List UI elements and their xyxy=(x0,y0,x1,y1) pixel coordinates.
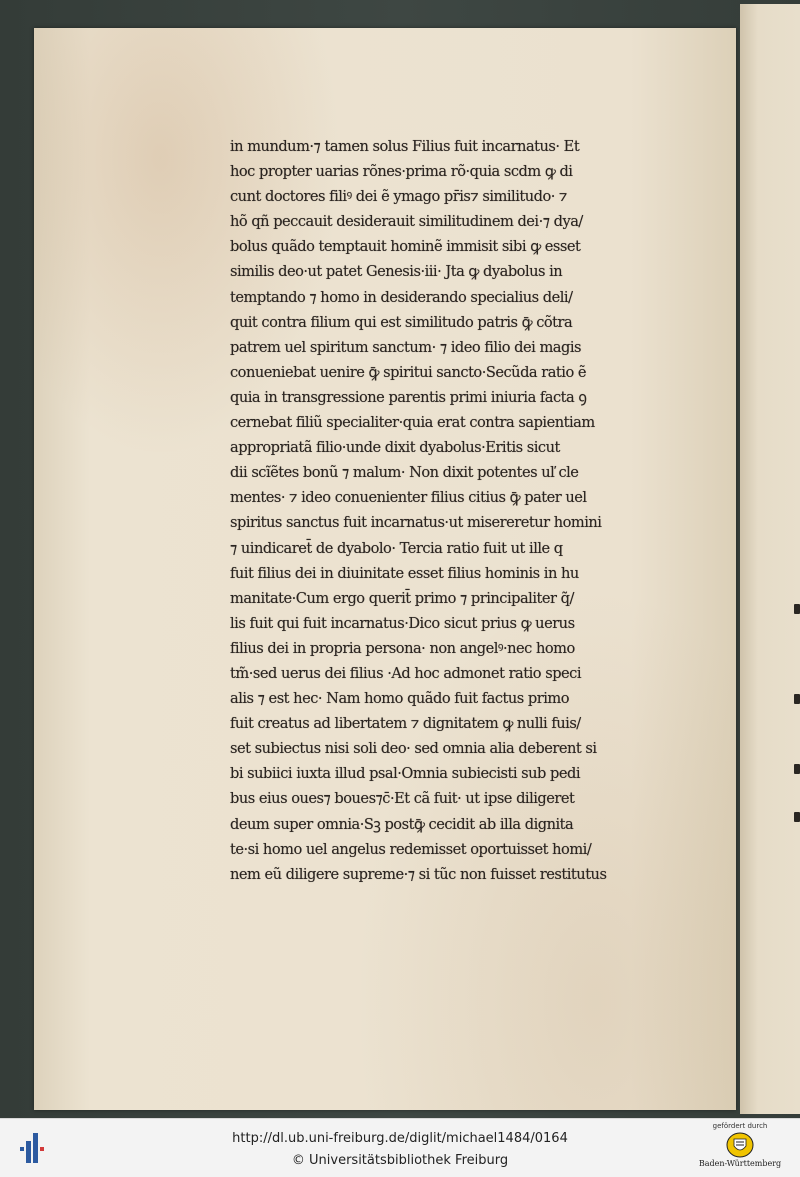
text-line: quia in transgressione parentis primi iniuria facta ꝯ xyxy=(230,388,587,406)
text-line: quit contra filium qui est similitudo patris ꝙ̄ cõtra xyxy=(230,313,573,331)
text-line: similis deo·ut patet Genesis·iii· Jta ꝙ dyabolus in xyxy=(230,263,563,281)
document-url-link[interactable]: http://dl.ub.uni-freiburg.de/diglit/michael1484/0164 xyxy=(232,1131,568,1146)
text-line: conueniebat uenire ꝙ̄ spiritui sancto·Secũda ratio ẽ xyxy=(230,363,587,381)
adjacent-text-fragment xyxy=(794,604,800,614)
adjacent-text-fragment xyxy=(794,812,800,822)
adjacent-text-fragment xyxy=(794,764,800,774)
text-line: dii scĩẽtes bonũ ⁊ malum· Non dixit potentes uľ cle xyxy=(230,464,579,482)
text-line: deum super omnia·Sꝫ postꝙ̄ cecidit ab illa dignita xyxy=(230,815,574,833)
text-line: bolus quãdo temptauit hominẽ immisit sibi ꝙ esset xyxy=(230,238,581,256)
text-line: spiritus sanctus fuit incarnatus·ut misereretur homini xyxy=(230,514,602,532)
text-line: patrem uel spiritum sanctum· ⁊ ideo filio dei magis xyxy=(230,338,581,356)
text-line: bus eius oues⁊ boues⁊c̄·Et cã fuit· ut ipse diligeret xyxy=(230,790,575,808)
adjacent-text-fragment xyxy=(794,694,800,704)
text-line: te·si homo uel angelus redemisset oportuisset homi/ xyxy=(230,840,592,858)
text-line: set subiectus nisi soli deo· sed omnia alia deberent si xyxy=(230,740,597,758)
text-line: cunt doctores filiꝰ dei ẽ ymago pr̄is⁊ similitudo· ⁊ xyxy=(230,188,567,206)
text-line: lis fuit qui fuit incarnatus·Dico sicut prius ꝙ uerus xyxy=(230,614,575,632)
text-block xyxy=(230,134,725,887)
text-line: fuit creatus ad libertatem ⁊ dignitatem ꝙ nulli fuis/ xyxy=(230,715,581,733)
text-line: nem eũ diligere supreme·⁊ si tũc non fuisset restitutus xyxy=(230,865,607,883)
manuscript-page xyxy=(34,28,736,1110)
text-line: manitate·Cum ergo querit̄ primo ⁊ principaliter q̃/ xyxy=(230,589,574,607)
text-line: appropriatã filio·unde dixit dyabolus·Eritis sicut xyxy=(230,439,560,457)
text-line: tm̃·sed uerus dei filius ·Ad hoc admonet ratio speci xyxy=(230,664,582,682)
copyright-text: © Universitätsbibliothek Freiburg xyxy=(291,1153,509,1168)
sponsor-name: Baden-Württemberg xyxy=(698,1159,782,1168)
text-line: filius dei in propria persona· non angelꝰ·nec homo xyxy=(230,639,575,657)
text-line: temptando ⁊ homo in desiderando specialius deli/ xyxy=(230,288,573,306)
text-line: in mundum·⁊ tamen solus Filius fuit incarnatus· Et xyxy=(230,138,580,155)
text-line: hõ qñ peccauit desiderauit similitudinem dei·⁊ dya/ xyxy=(230,213,583,231)
text-line: bi subiici iuxta illud psal·Omnia subiecisti sub pedi xyxy=(230,765,581,783)
footer-bar xyxy=(0,1118,800,1177)
text-line: alis ⁊ est hec· Nam homo quãdo fuit factus primo xyxy=(230,690,570,708)
baden-wuerttemberg-seal-icon xyxy=(726,1132,754,1158)
adjacent-page-edge xyxy=(740,4,800,1114)
text-line: hoc propter uarias rõnes·prima rõ·quia scdm ꝙ di xyxy=(230,163,573,181)
sponsor-badge xyxy=(690,1121,790,1175)
sponsor-label: gefördert durch xyxy=(712,1122,768,1130)
text-line: mentes· ⁊ ideo conuenienter filius citius ꝙ̄ pater uel xyxy=(230,489,587,507)
text-line: cernebat filiũ specialiter·quia erat contra sapientiam xyxy=(230,414,595,432)
text-line: ⁊ uindicaret̄ de dyabolo· Tercia ratio fuit ut ille q xyxy=(230,539,563,557)
text-line: fuit filius dei in diuinitate esset filius hominis in hu xyxy=(230,564,579,582)
